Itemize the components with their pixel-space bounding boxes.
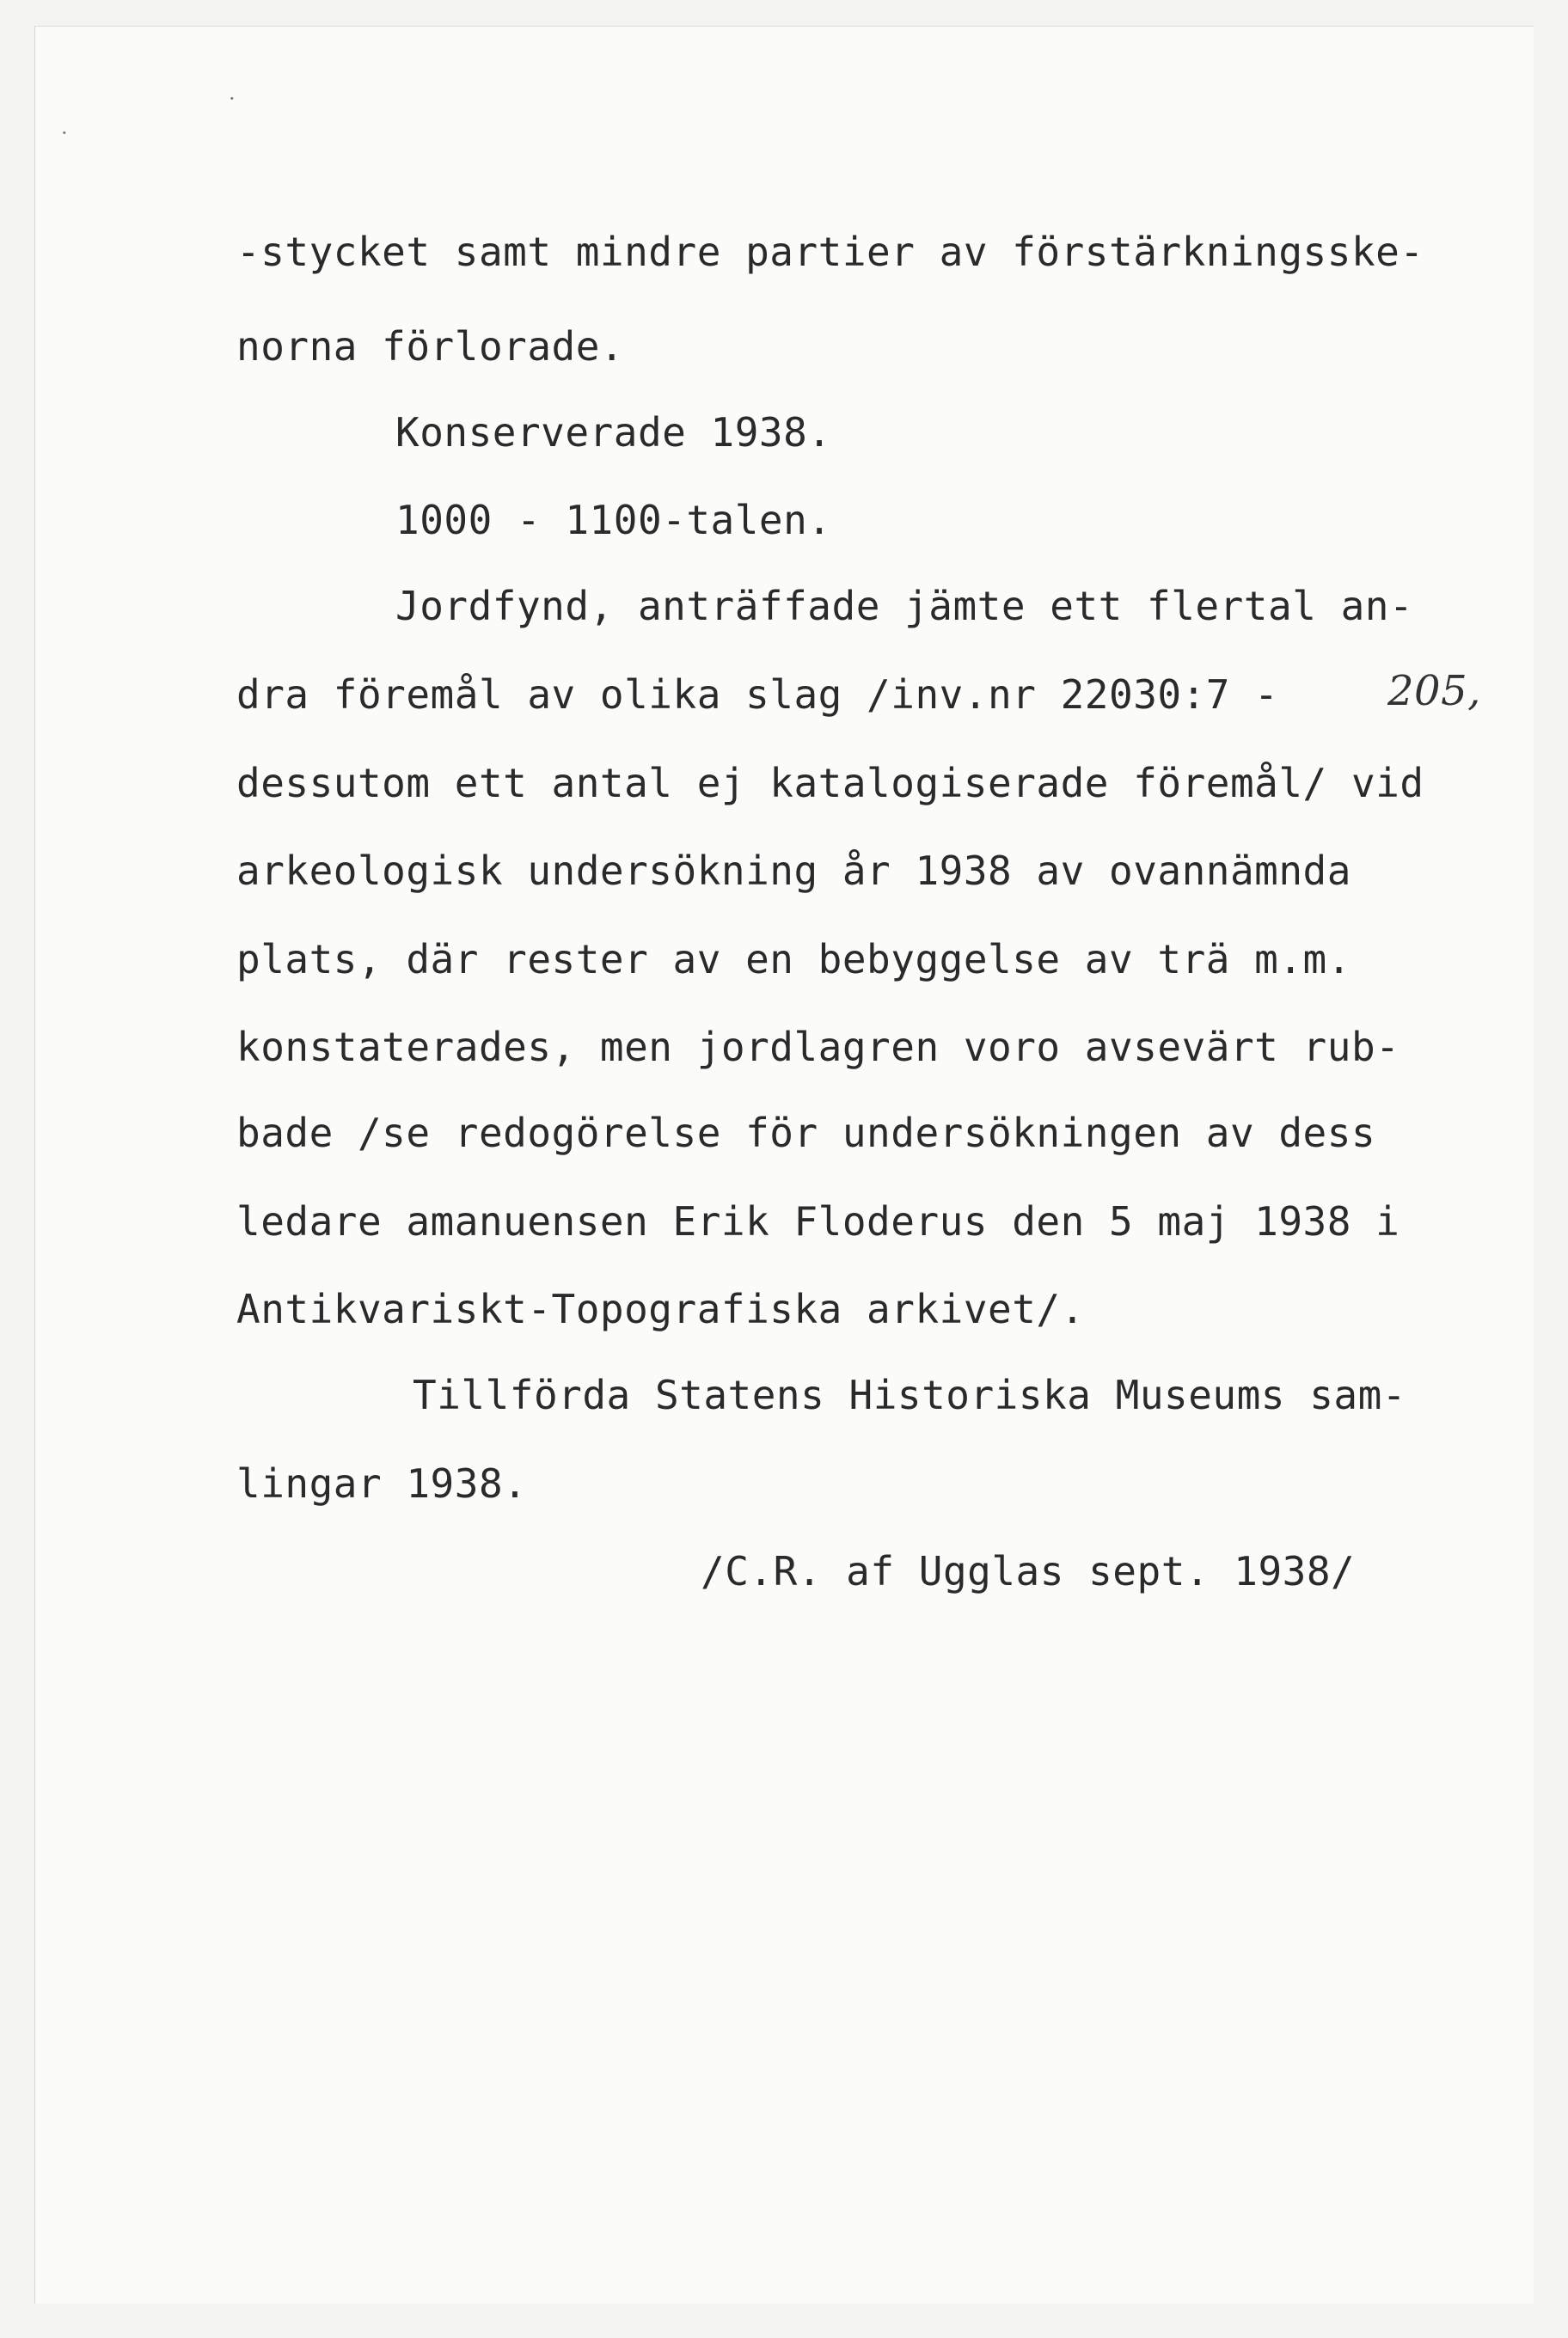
text-line: Jordfynd, anträffade jämte ett flertal an-: [395, 583, 1414, 629]
text-line: norna förlorade.: [236, 323, 625, 370]
text-line: Tillförda Statens Historiska Museums sam-: [413, 1372, 1406, 1418]
text-line: ledare amanuensen Erik Floderus den 5 maj 1938 i: [236, 1198, 1400, 1245]
text-line: 1000 - 1100-talen.: [395, 497, 832, 543]
text-line: dra föremål av olika slag /inv.nr 22030:7 -: [236, 671, 1303, 718]
text-line: arkeologisk undersökning år 1938 av ovannämnda: [236, 848, 1351, 894]
stray-mark: ·: [229, 87, 236, 111]
text-line: plats, där rester av en bebyggelse av trä m.m.: [236, 936, 1351, 982]
text-line: lingar 1938.: [236, 1460, 528, 1507]
text-line: -stycket samt mindre partier av förstärkningsske-: [236, 229, 1424, 275]
text-line: Antikvariskt-Topografiska arkivet/.: [236, 1286, 1085, 1332]
signature-line: /C.R. af Ugglas sept. 1938/: [701, 1548, 1356, 1594]
text-line: dessutom ett antal ej katalogiserade föremål/ vid: [236, 760, 1424, 806]
text-line: Konserverade 1938.: [395, 409, 832, 456]
text-line: konstaterades, men jordlagren voro avsevärt rub-: [236, 1024, 1400, 1070]
text-line: bade /se redogörelse för undersökningen av dess: [236, 1110, 1376, 1156]
handwritten-number: 205,: [1387, 667, 1481, 715]
stray-mark: ·: [61, 121, 68, 145]
